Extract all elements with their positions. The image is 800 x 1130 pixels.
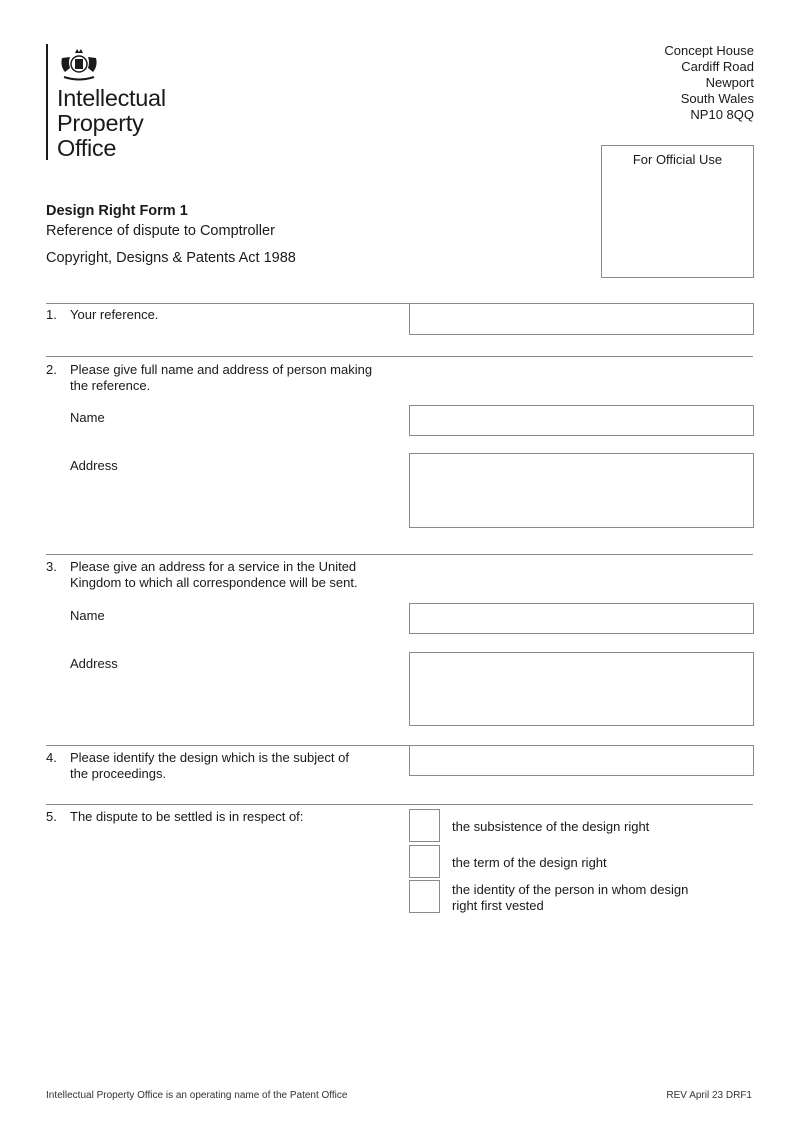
address-label: Address: [70, 458, 118, 473]
form-act: Copyright, Designs & Patents Act 1988: [46, 250, 296, 266]
question-text: [70, 362, 400, 394]
applicant-name-field[interactable]: [409, 405, 754, 436]
section-divider: [46, 356, 753, 357]
office-address: [664, 43, 754, 123]
option-label: [452, 882, 688, 914]
question-text: Your reference.: [70, 307, 159, 322]
royal-coat-of-arms-icon: [56, 44, 102, 84]
option-label: the subsistence of the design right: [452, 819, 650, 834]
service-address-field[interactable]: [409, 652, 754, 726]
question-text: [70, 750, 400, 782]
address-line: NP10 8QQ: [690, 107, 754, 122]
official-use-label: For Official Use: [632, 152, 723, 167]
address-line: Newport: [705, 75, 754, 90]
question-number: 2.: [46, 362, 57, 377]
question-number: 3.: [46, 559, 57, 574]
official-use-box: [601, 145, 754, 278]
logo-line: Office: [57, 135, 117, 161]
question-text: The dispute to be settled is in respect of:: [70, 809, 304, 824]
question-number: 4.: [46, 750, 57, 765]
form-revision: REV April 23 DRF1: [666, 1090, 752, 1101]
address-line: Cardiff Road: [681, 59, 754, 74]
logo-divider: [46, 44, 48, 160]
design-identification-field[interactable]: [409, 745, 754, 776]
question-line: Please give full name and address of person making: [70, 362, 373, 377]
question-number: 1.: [46, 307, 57, 322]
address-label: Address: [70, 656, 118, 671]
option-line: the identity of the person in whom design: [452, 882, 689, 897]
question-line: the reference.: [70, 378, 151, 393]
question-text: [70, 559, 400, 591]
identity-checkbox[interactable]: [409, 880, 440, 913]
section-divider: [46, 554, 753, 555]
your-reference-field[interactable]: [409, 303, 754, 335]
section-divider: [46, 804, 753, 805]
service-name-field[interactable]: [409, 603, 754, 634]
question-line: Please identify the design which is the subject of: [70, 750, 349, 765]
option-line: right first vested: [452, 898, 544, 913]
applicant-address-field[interactable]: [409, 453, 754, 528]
address-line: Concept House: [664, 43, 754, 58]
logo-line: Property: [57, 110, 144, 136]
form-subtitle: Reference of dispute to Comptroller: [46, 223, 275, 239]
term-checkbox[interactable]: [409, 845, 440, 878]
address-line: South Wales: [680, 91, 754, 106]
option-label: the term of the design right: [452, 855, 607, 870]
question-number: 5.: [46, 809, 57, 824]
form-title: Design Right Form 1: [46, 203, 188, 219]
ipo-logo-text: [57, 86, 166, 161]
logo-line: Intellectual: [57, 85, 166, 111]
question-line: Please give an address for a service in the United: [70, 559, 357, 574]
name-label: Name: [70, 410, 105, 425]
name-label: Name: [70, 608, 105, 623]
subsistence-checkbox[interactable]: [409, 809, 440, 842]
question-line: Kingdom to which all correspondence will be sent.: [70, 575, 358, 590]
question-line: the proceedings.: [70, 766, 167, 781]
footer-note: Intellectual Property Office is an operating name of the Patent Office: [46, 1090, 348, 1101]
